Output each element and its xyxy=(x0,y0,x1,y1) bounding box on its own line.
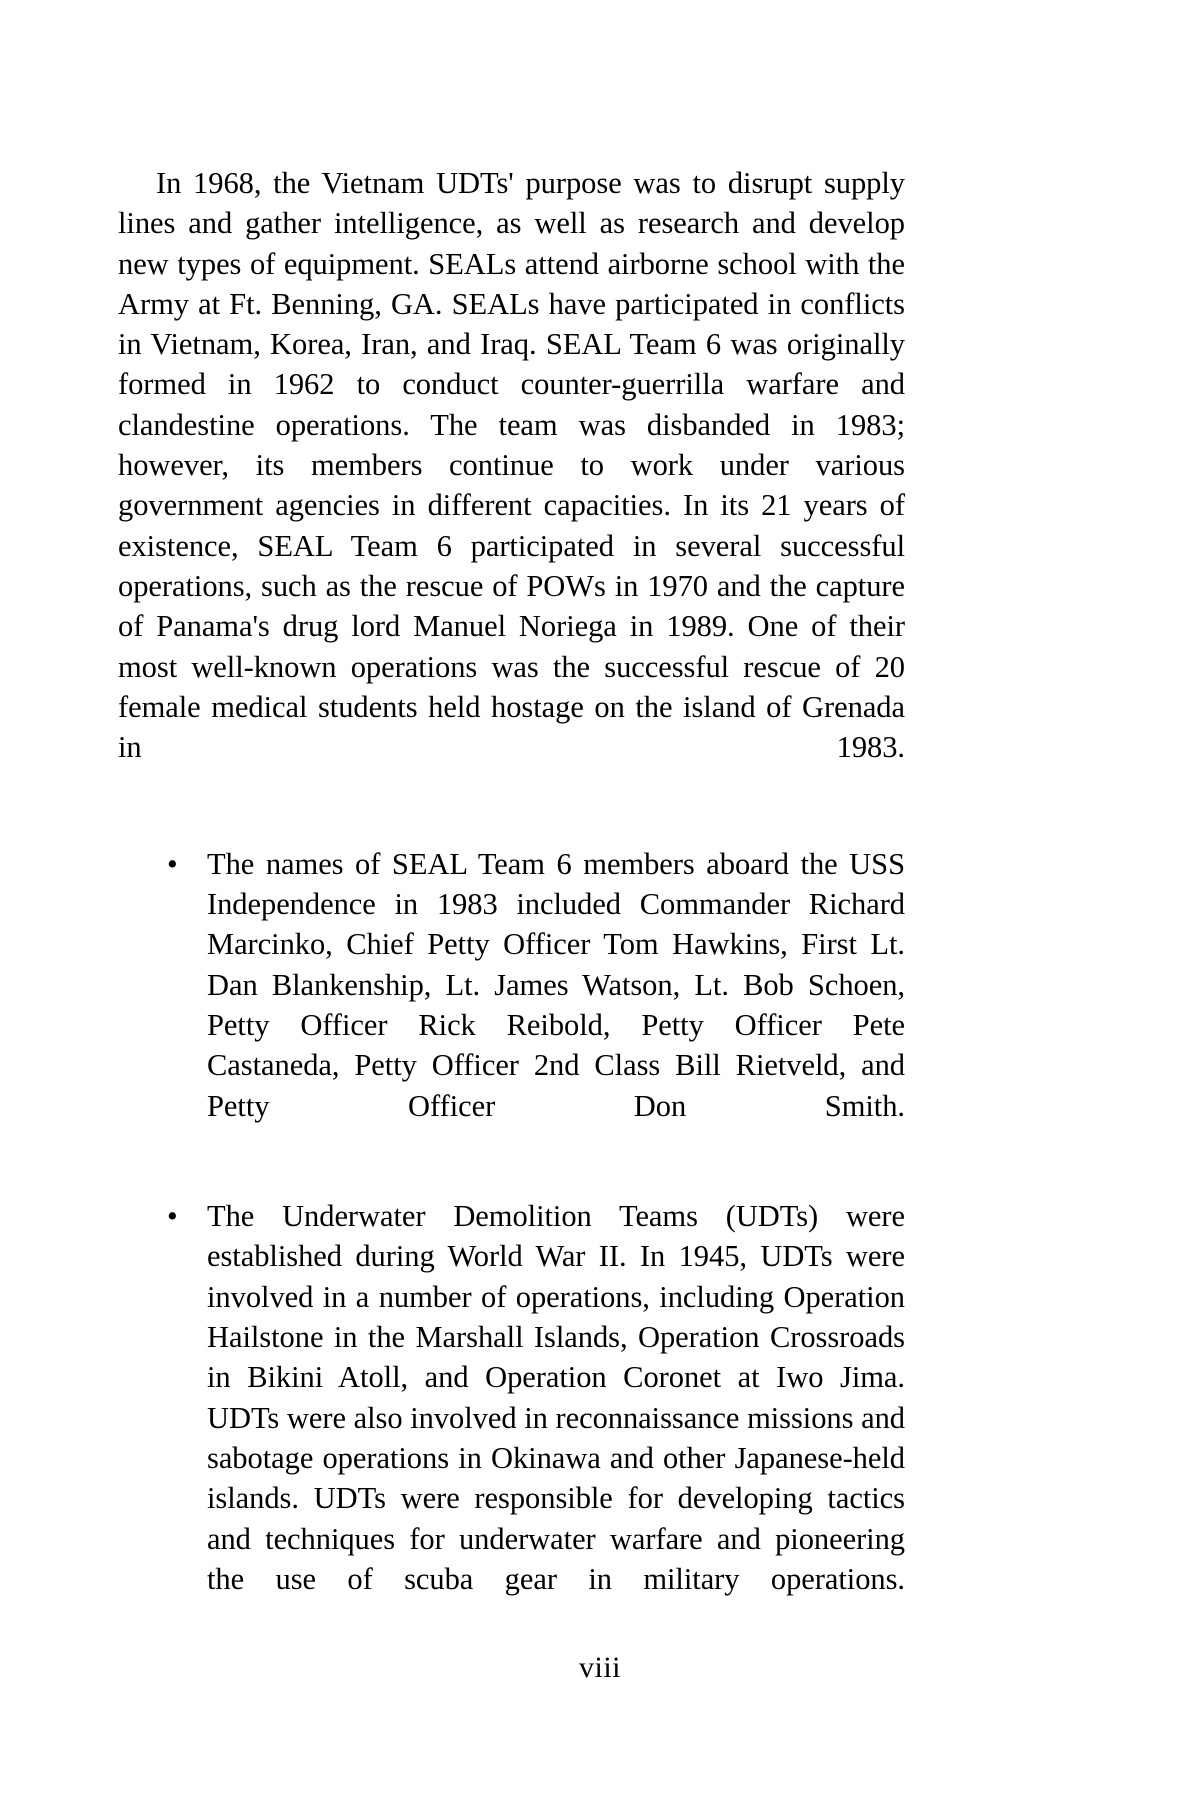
page-content xyxy=(118,163,905,1639)
bullet-point-icon: • xyxy=(167,1199,178,1234)
bullet-list-container xyxy=(118,844,905,1640)
bullet-point-icon: • xyxy=(167,846,178,881)
bullet-list xyxy=(118,844,905,1640)
list-item xyxy=(118,1196,905,1639)
list-item xyxy=(118,844,905,1166)
list-item-text: The Underwater Demolition Teams (UDTs) were established during World War II. In 1945, UDTs were involved in a number of operations, including Operation Hailstone in the Marshall Islands, Operation Crossroads in Bikini Atoll, and Operation Coronet at Iwo Jima. UDTs were also involved in reconnaissance missions and sabotage operations in Okinawa and other Japanese-held islands. UDTs were responsible for developing tactics and techniques for underwater warfare and pioneering the use of scuba gear in military operations. xyxy=(207,1199,905,1596)
page-footer xyxy=(0,1650,1200,1686)
list-item-text: The names of SEAL Team 6 members aboard the USS Independence in 1983 included Commander Richard Marcinko, Chief Petty Officer Tom Hawkins, First Lt. Dan Blankenship, Lt. James Watson, Lt. Bob Schoen, Petty Officer Rick Reibold, Petty Officer Pete Castaneda, Petty Officer 2nd Class Bill Rietveld, and Petty Officer Don Smith. xyxy=(207,846,905,1123)
page-number: viii xyxy=(578,1651,621,1684)
body-paragraph: In 1968, the Vietnam UDTs' purpose was to disrupt supply lines and gather intelligence, as well as research and develop new types of equipment. SEALs attend airborne school with the Army at Ft. Benning, GA. SEALs have participated in conflicts in Vietnam, Korea, Iran, and Iraq. SEAL Team 6 was originally formed in 1962 to conduct counter-guerrilla warfare and clandestine operations. The team was disbanded in 1983; however, its members continue to work under various government agencies in different capacities. In its 21 years of existence, SEAL Team 6 participated in several successful operations, such as the rescue of POWs in 1970 and the capture of Panama's drug lord Manuel Noriega in 1989. One of their most well-known operations was the successful rescue of 20 female medical students held hostage on the island of Grenada in 1983. xyxy=(118,166,905,765)
